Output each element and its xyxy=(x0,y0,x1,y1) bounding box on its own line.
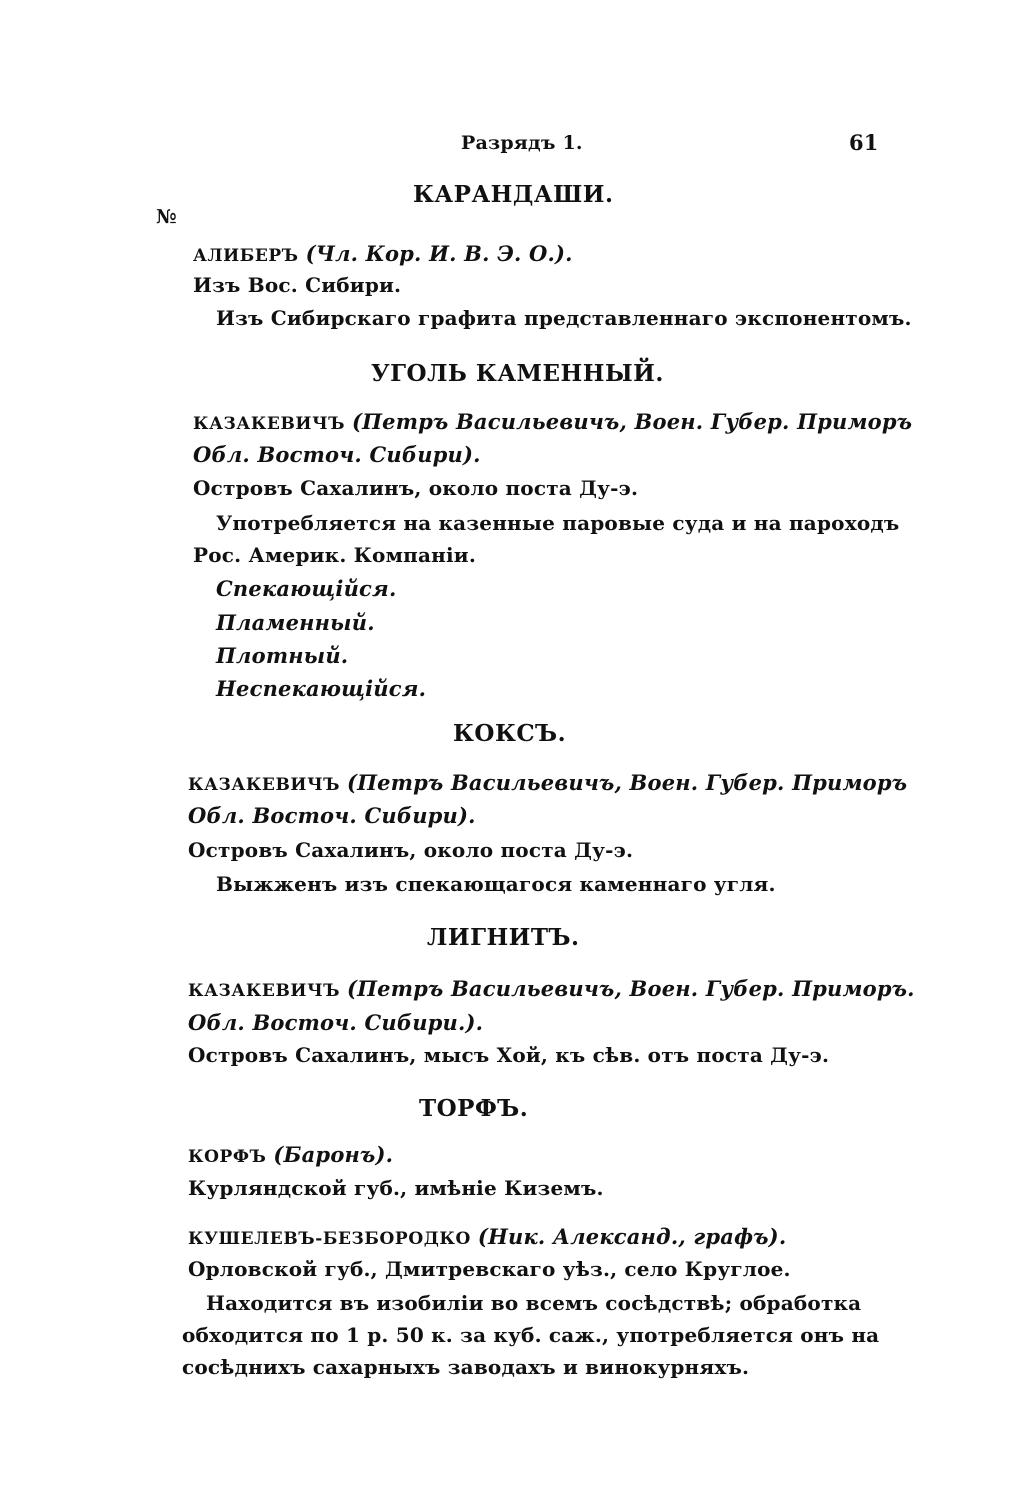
entry-line xyxy=(193,411,912,433)
exhibitor-title: (Петръ Васильевичъ, Воен. Губер. Приморъ xyxy=(351,409,913,434)
entry-line: Островъ Сахалинъ, около поста Ду-э. xyxy=(188,838,634,862)
exhibitor-title: (Петръ Васильевичъ, Воен. Губер. Приморъ. xyxy=(346,976,915,1001)
entry-line: Орловской губ., Дмитревскаго уѣз., село Круглое. xyxy=(188,1257,791,1281)
number-column-marker: № xyxy=(156,206,177,228)
exhibitor-title: (Петръ Васильевичъ, Воен. Губер. Приморъ xyxy=(346,770,908,795)
entry-line: Изъ Вос. Сибири. xyxy=(193,273,402,297)
entry-line xyxy=(188,1144,393,1166)
entry-line: Обл. Восточ. Сибири). xyxy=(193,442,481,467)
section-heading-coal: УГОЛЬ КАМЕННЫЙ. xyxy=(371,360,664,387)
running-header-title: Разрядъ 1. xyxy=(461,132,583,154)
entry-line: Обл. Восточ. Сибири). xyxy=(188,803,476,828)
entry-line xyxy=(188,772,907,794)
page-number: 61 xyxy=(849,130,879,155)
entry-line: Изъ Сибирскаго графита представленнаго экспонентомъ. xyxy=(216,306,912,330)
entry-line: Выжженъ изъ спекающагося каменнаго угля. xyxy=(216,872,776,896)
exhibitor-name: КАЗАКЕВИЧЪ xyxy=(188,981,341,1001)
entry-line xyxy=(188,1226,786,1248)
entry-line: Островъ Сахалинъ, мысъ Хой, къ сѣв. отъ поста Ду-э. xyxy=(188,1043,830,1067)
section-heading-peat: ТОРФЪ. xyxy=(419,1095,529,1122)
exhibitor-name: КАЗАКЕВИЧЪ xyxy=(193,414,346,434)
section-heading-lignite: ЛИГНИТЪ. xyxy=(427,924,580,951)
exhibitor-name: АЛИБЕРЪ xyxy=(193,246,299,266)
coal-type-item: Спекающійся. xyxy=(216,576,397,601)
coal-type-item: Плотный. xyxy=(216,643,349,668)
exhibitor-name: КОРФЪ xyxy=(188,1147,267,1167)
coal-type-item: Неспекающійся. xyxy=(216,676,427,701)
section-heading-pencils: КАРАНДАШИ. xyxy=(413,181,614,208)
exhibitor-name: КУШЕЛЕВЪ-БЕЗБОРОДКО xyxy=(188,1229,471,1249)
exhibitor-name: КАЗАКЕВИЧЪ xyxy=(188,775,341,795)
entry-line: Курляндской губ., имѣніе Киземъ. xyxy=(188,1176,604,1200)
entry-line: Рос. Америк. Компаніи. xyxy=(193,543,476,567)
coal-type-item: Пламенный. xyxy=(216,610,375,635)
entry-line: Островъ Сахалинъ, около поста Ду-э. xyxy=(193,476,639,500)
section-heading-coke: КОКСЪ. xyxy=(453,720,567,747)
entry-line xyxy=(188,978,915,1000)
entry-line: Употребляется на казенные паровые суда и на пароходъ xyxy=(216,511,900,535)
entry-line: Находится въ изобиліи во всемъ сосѣдствѣ; обработка xyxy=(206,1291,862,1315)
entry-line: обходится по 1 р. 50 к. за куб. саж., употребляется онъ на xyxy=(182,1323,880,1347)
exhibitor-title: (Ник. Александ., графъ). xyxy=(477,1224,787,1249)
entry-line: Обл. Восточ. Сибири.). xyxy=(188,1010,484,1035)
entry-line: сосѣднихъ сахарныхъ заводахъ и винокурняхъ. xyxy=(182,1355,750,1379)
entry-line xyxy=(193,243,573,265)
exhibitor-title: (Баронъ). xyxy=(273,1142,394,1167)
exhibitor-title: (Чл. Кор. И. В. Э. О.). xyxy=(305,241,573,266)
